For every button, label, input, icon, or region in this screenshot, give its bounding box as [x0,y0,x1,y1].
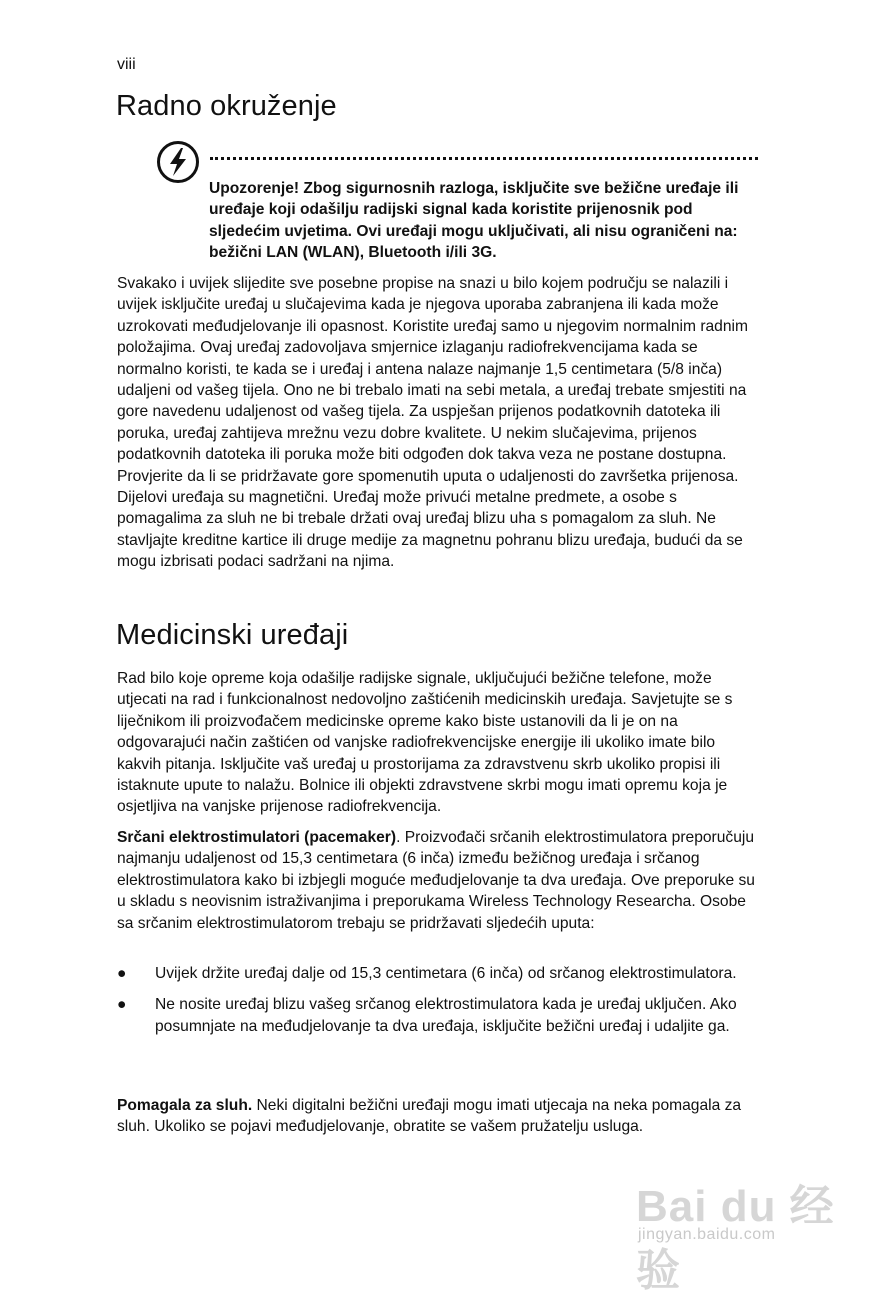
warning-dotted-rule [210,157,758,160]
page-number: viii [117,56,136,73]
pacemaker-text: . Proizvođači srčanih elektrostimulatora preporučuju najmanju udaljenost od 15,3 centimetara (6 inča) između bežičnog uređaja i srčanog elektrostimulatora kako bi izbjegli moguće međudjelovanje ta dva uređaja. Ove preporuke su u skladu s neovisnim istraživanjima i preporukama Wireless Technology Researcha. Osobe sa srčanim elektrostimulatorom trebaju se pridržavati sljedećih uputa: [117,829,755,932]
pacemaker-paragraph [117,827,757,934]
warning-text: Upozorenje! Zbog sigurnosnih razloga, isključite sve bežične uređaje ili uređaje koji odašilju radijski signal kada koristite prijenosnik pod sljedećim uvjetima. Ovi uređaji mogu uključivati, ali nisu ograničeni na: bežični LAN (WLAN), Bluetooth i/ili 3G. [209,180,739,262]
hearing-text: Neki digitalni bežični uređaji mogu imati utjecaja na neka pomagala za sluh. Ukoliko se pojavi međudjelovanje, obratite se vašem pružatelju usluga. [117,1097,742,1136]
list-item [117,963,757,984]
bullet-text: Uvijek držite uređaj dalje od 15,3 centimetara (6 inča) od srčanog elektrostimulatora. [155,965,737,982]
baidu-watermark [636,1140,876,1295]
hearing-aids-paragraph [117,1095,757,1138]
section2-intro: Rad bilo koje opreme koja odašilje radijske signale, uključujući bežične telefone, može utjecati na rad i funkcionalnost nedovoljno zaštićenih medicinskih uređaja. Savjetujte se s liječnikom ili proizvođačem medicinske opreme kako biste ustanovili da li je on na odgovarajući način zaštićen od vanjske radiofrekvencijske energije ili ukoliko imate bilo kakvih pitanja. Isključite vaš uređaj u prostorijama za zdravstvenu skrb ukoliko propisi ili istaknute upute to nalažu. Bolnice ili objekti zdravstvene skrbi mogu imati opremu koja je osjetljiva na vanjske prijenose radiofrekvencija. [117,670,733,816]
pacemaker-lead: Srčani elektrostimulatori (pacemaker) [117,829,397,846]
section-title-medicinski-uredaji: Medicinski uređaji [116,619,349,651]
section-title-radno-okruzenje: Radno okruženje [116,90,337,122]
hearing-lead: Pomagala za sluh. [117,1097,253,1114]
bullet-dot-icon: ● [117,996,127,1014]
watermark-logo: Bai du 经验 [636,1182,835,1295]
watermark-url: jingyan.baidu.com [638,1226,776,1243]
pacemaker-bullet-list [117,963,757,1047]
bullet-text: Ne nosite uređaj blizu vašeg srčanog elektrostimulatora kada je uređaj uključen. Ako posumnjate na međudjelovanje ta dva uređaja, isključite bežični uređaj i udaljite ga. [155,996,737,1035]
section1-body: Svakako i uvijek slijedite sve posebne propise na snazi u bilo kojem području se nalazili i uvijek isključite uređaj u slučajevima kada je njegova uporaba zabranjena ili kada može uzrokovati međudjelovanje ili opasnost. Koristite uređaj samo u njegovim normalnim radnim položajima. Ovaj uređaj zadovoljava smjernice izlaganju radiofrekvencijama kada se normalno koristi, te kada se i uređaj i antena nalaze najmanje 1,5 centimetara (5/8 inča) udaljeni od vašeg tijela. Ono ne bi trebalo imati na sebi metala, a uređaj trebate smjestiti na gore navedenu udaljenost od vašeg tijela. Za uspješan prijenos podatkovnih datoteka ili poruka, uređaj zahtijeva mrežnu vezu dobre kvalitete. U nekim slučajevima, prijenos podatkovnih datoteka ili poruka može biti odgođen dok takva veza ne postane dostupna. Provjerite da li se pridržavate gore spomenutih uputa o udaljenosti do završetka prijenosa. Dijelovi uređaja su magnetični. Uređaj može privući metalne predmete, a osobe s pomagalima za sluh ne bi trebale držati ovaj uređaj blizu uha s pomagalom za sluh. Ne stavljajte kreditne kartice ili druge medije za magnetnu pohranu blizu uređaja, budući da se mogu izbrisati podaci sadržani na njima. [117,275,748,571]
bullet-dot-icon: ● [117,965,127,982]
warning-lightning-icon [156,140,200,184]
list-item [117,994,757,1037]
